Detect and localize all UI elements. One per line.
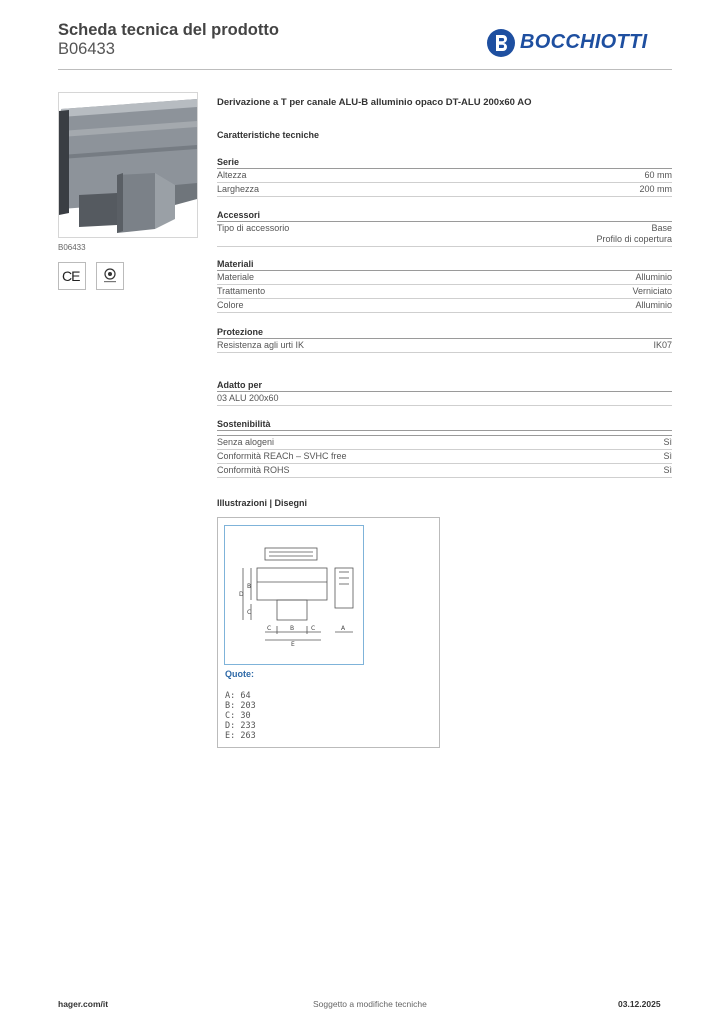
section-protezione xyxy=(217,326,672,353)
spec-value: 60 mm xyxy=(644,170,672,180)
tech-specs-heading: Caratteristiche tecniche xyxy=(217,130,320,140)
spec-label: Conformità REACh – SVHC free xyxy=(217,451,347,461)
spec-label: Colore xyxy=(217,300,244,310)
footer-note: Soggetto a modifiche tecniche xyxy=(313,999,427,1009)
quote-title: Quote: xyxy=(225,669,254,679)
product-name: Derivazione a T per canale ALU-B alluminio opaco DT-ALU 200x60 AO xyxy=(217,97,532,108)
spec-row xyxy=(217,285,672,299)
dim-label-d: D xyxy=(239,591,244,598)
header-divider xyxy=(58,69,672,70)
spec-row xyxy=(217,299,672,313)
spec-row xyxy=(217,339,672,353)
spec-value: 200 mm xyxy=(639,184,672,194)
quote-b: B: 203 xyxy=(225,701,256,711)
section-title: Protezione xyxy=(217,326,672,339)
dim-label-b-vertical: B xyxy=(247,583,252,590)
quote-a: A: 64 xyxy=(225,691,251,701)
spec-value: Alluminio xyxy=(635,300,672,310)
spec-row xyxy=(217,450,672,464)
product-photo xyxy=(58,92,198,238)
section-sostenibilita xyxy=(217,418,672,478)
spec-row xyxy=(217,464,672,478)
page-title: Scheda tecnica del prodotto xyxy=(58,21,279,39)
section-serie xyxy=(217,156,672,197)
spec-label: Senza alogeni xyxy=(217,437,275,447)
product-code: B06433 xyxy=(58,40,115,58)
spec-label: 03 ALU 200x60 xyxy=(217,393,279,403)
section-title: Serie xyxy=(217,156,672,169)
footer-date: 03.12.2025 xyxy=(618,999,661,1009)
technical-drawing-image xyxy=(225,526,363,664)
section-title: Accessori xyxy=(217,209,672,222)
spec-value-line: Profilo di copertura xyxy=(596,234,672,244)
footer-website-link[interactable]: hager.com/it xyxy=(58,999,109,1009)
spec-label: Tipo di accessorio xyxy=(217,223,290,233)
spec-row xyxy=(217,392,672,406)
section-materiali xyxy=(217,258,672,313)
spec-row xyxy=(217,222,672,247)
spec-value-line: Base xyxy=(651,223,672,233)
quote-e: E: 263 xyxy=(225,731,256,741)
spec-label: Larghezza xyxy=(217,184,260,194)
dim-label-e: E xyxy=(291,641,295,648)
spec-label: Altezza xyxy=(217,170,247,180)
section-title: Sostenibilità xyxy=(217,418,672,431)
spec-row xyxy=(217,435,672,450)
dim-label-c-left: C xyxy=(267,625,272,632)
dim-label-a: A xyxy=(341,625,346,632)
certification-mark-icon xyxy=(96,262,124,290)
spec-row xyxy=(217,169,672,183)
technical-drawing xyxy=(224,525,364,665)
section-title: Adatto per xyxy=(217,379,672,392)
brand-logo xyxy=(486,28,666,60)
spec-value: IK07 xyxy=(653,340,672,350)
spec-label: Resistenza agli urti IK xyxy=(217,340,305,350)
ce-mark-icon: CE xyxy=(58,262,86,290)
spec-value: Verniciato xyxy=(632,286,672,296)
dim-label-b: B xyxy=(290,625,295,632)
spec-label: Trattamento xyxy=(217,286,266,296)
section-adatto-per xyxy=(217,379,672,406)
product-photo-image xyxy=(59,93,198,238)
photo-caption: B06433 xyxy=(58,243,86,252)
illustrations-heading: Illustrazioni | Disegni xyxy=(217,498,308,508)
spec-value: Sì xyxy=(663,465,672,475)
section-accessori xyxy=(217,209,672,247)
dim-label-c-vertical: C xyxy=(247,609,252,616)
dim-label-c-right: C xyxy=(311,625,316,632)
spec-label: Materiale xyxy=(217,272,255,282)
spec-value: Alluminio xyxy=(635,272,672,282)
section-title: Materiali xyxy=(217,258,672,271)
brand-name: BOCCHIOTTI xyxy=(520,31,648,53)
spec-label: Conformità ROHS xyxy=(217,465,290,475)
spec-row xyxy=(217,271,672,285)
spec-row xyxy=(217,183,672,197)
quote-d: D: 233 xyxy=(225,721,256,731)
spec-value: Sì xyxy=(663,437,672,447)
quote-c: C: 30 xyxy=(225,711,251,721)
spec-value xyxy=(596,223,672,245)
spec-value: Sì xyxy=(663,451,672,461)
brand-logo-icon xyxy=(486,28,516,58)
